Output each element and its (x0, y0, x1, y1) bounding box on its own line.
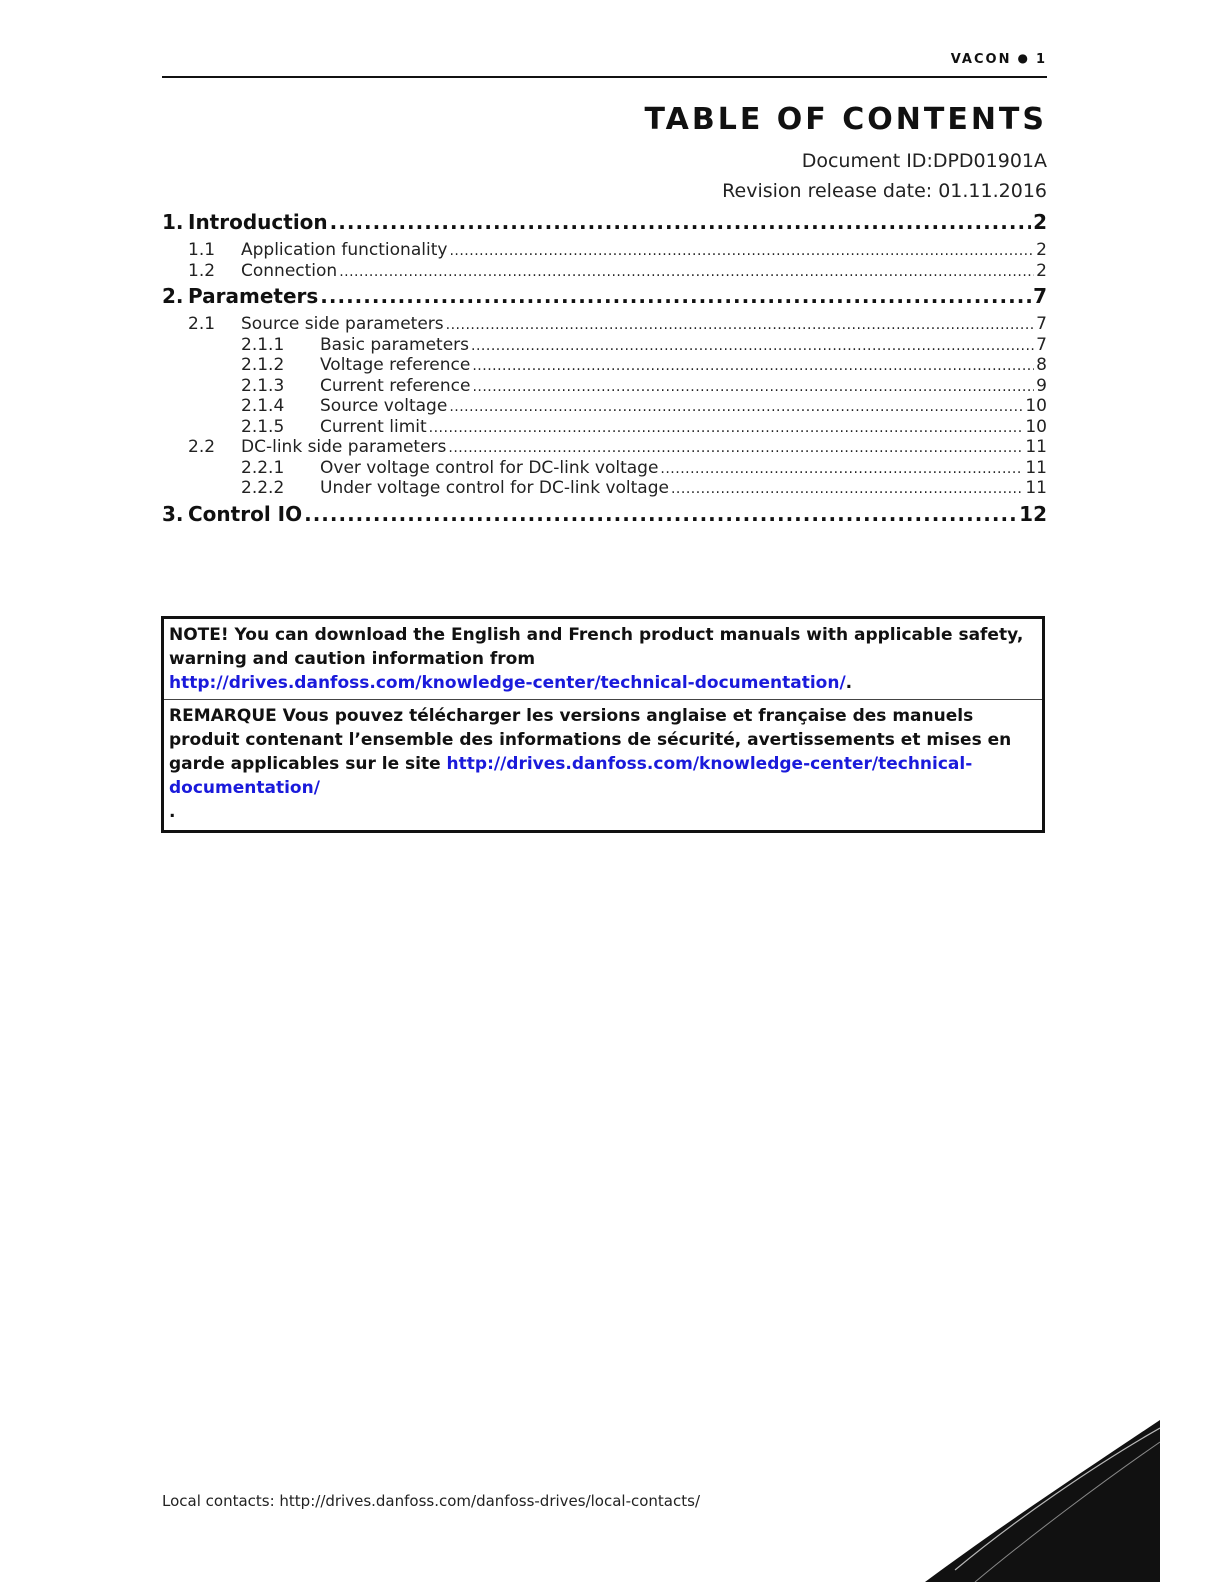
toc-leader (660, 461, 1023, 477)
toc-number: 2.1.1 (241, 334, 285, 355)
toc-number: 2. (162, 284, 184, 308)
toc-number: 2.2.1 (241, 457, 285, 478)
toc-leader (449, 399, 1023, 415)
toc-page: 9 (1036, 375, 1047, 396)
toc-page: 10 (1025, 416, 1047, 437)
header-separator: ● (1017, 51, 1030, 65)
toc-number: 2.1 (188, 314, 216, 334)
toc-entry[interactable] (162, 314, 1047, 335)
toc-number: 2.1.2 (241, 355, 285, 375)
toc-entry[interactable] (162, 261, 1047, 282)
toc-page: 11 (1025, 437, 1047, 457)
toc-entry[interactable] (162, 210, 1047, 238)
toc-number: 2.1.4 (241, 396, 285, 416)
toc-label: Application functionality (241, 240, 448, 260)
toc-label: Control IO (188, 501, 303, 526)
toc-leader (429, 420, 1024, 436)
toc-leader (448, 440, 1023, 456)
page-number: 1 (1035, 52, 1047, 67)
toc-label: Over voltage control for DC-link voltage (320, 457, 659, 478)
note-english-end: . (845, 673, 853, 693)
note-english-link[interactable]: http://drives.danfoss.com/knowledge-center/technical-documentation/ (169, 673, 846, 693)
page-title: TABLE OF CONTENTS (644, 102, 1047, 137)
toc-entry[interactable] (162, 396, 1047, 417)
toc-number: 2.2.2 (241, 478, 285, 498)
revision-date: Revision release date: 01.11.2016 (722, 180, 1047, 202)
toc-label: Voltage reference (320, 355, 471, 375)
toc-entry[interactable] (162, 502, 1047, 530)
note-french-link[interactable]: http://drives.danfoss.com/knowledge-center/technical-documentation/ (169, 754, 973, 798)
toc-label: Current reference (320, 375, 471, 396)
toc-leader (304, 502, 1017, 526)
toc-number: 3. (162, 501, 184, 526)
toc-leader (472, 358, 1034, 374)
note-french-text: REMARQUE Vous pouvez télécharger les versions anglaise et française des manuels produit contenant l’ensemble des informations de sécurité, avertissements et mises en garde applicables sur le site (169, 706, 1012, 774)
note-box (161, 616, 1045, 833)
toc-page: 2 (1033, 210, 1047, 234)
toc-label: Introduction (188, 210, 328, 234)
note-english (164, 619, 1042, 699)
toc-entry[interactable] (162, 376, 1047, 397)
toc-entry[interactable] (162, 355, 1047, 376)
toc-leader (471, 338, 1034, 354)
toc-label: Source voltage (320, 396, 448, 416)
toc-leader (449, 243, 1034, 259)
note-french (164, 699, 1042, 830)
toc-leader (671, 481, 1023, 497)
toc-label: Basic parameters (320, 334, 470, 355)
toc-label: Connection (241, 260, 338, 281)
toc-entry[interactable] (162, 284, 1047, 312)
toc-entry[interactable] (162, 417, 1047, 438)
table-of-contents (162, 210, 1047, 530)
toc-label: Parameters (188, 284, 319, 308)
toc-page: 7 (1033, 284, 1047, 308)
toc-label: Current limit (320, 416, 427, 437)
toc-number: 1. (162, 210, 184, 234)
toc-page: 11 (1025, 478, 1047, 498)
toc-number: 1.2 (188, 260, 216, 281)
brand-name: VACON (950, 52, 1012, 67)
toc-label: Source side parameters (241, 314, 444, 334)
toc-leader (446, 317, 1035, 333)
toc-label: Under voltage control for DC-link voltage (320, 478, 669, 498)
toc-number: 1.1 (188, 240, 216, 260)
toc-page: 2 (1036, 240, 1047, 260)
toc-entry[interactable] (162, 458, 1047, 479)
toc-number: 2.1.5 (241, 416, 285, 437)
toc-entry[interactable] (162, 240, 1047, 261)
toc-leader (320, 284, 1031, 308)
note-french-end: . (169, 802, 176, 822)
note-english-text: NOTE! You can download the English and French product manuals with applicable safety, warning and caution information from (169, 625, 1024, 669)
toc-page: 12 (1019, 501, 1047, 526)
toc-entry[interactable] (162, 437, 1047, 458)
toc-page: 7 (1036, 334, 1047, 355)
toc-page: 11 (1025, 457, 1047, 478)
toc-leader (330, 210, 1031, 234)
document-id: Document ID:DPD01901A (801, 150, 1047, 172)
toc-label: DC-link side parameters (241, 437, 447, 457)
footer-local-contacts: Local contacts: http://drives.danfoss.com/danfoss-drives/local-contacts/ (162, 1492, 700, 1510)
toc-page: 8 (1036, 355, 1047, 375)
toc-leader (472, 379, 1034, 395)
toc-entry[interactable] (162, 335, 1047, 356)
decorative-swoosh (915, 1420, 1160, 1582)
toc-number: 2.2 (188, 437, 216, 457)
page-header (162, 52, 1047, 78)
toc-number: 2.1.3 (241, 375, 285, 396)
toc-leader (339, 264, 1034, 280)
toc-entry[interactable] (162, 478, 1047, 499)
toc-page: 7 (1036, 314, 1047, 334)
toc-page: 10 (1025, 396, 1047, 416)
toc-page: 2 (1036, 260, 1047, 281)
